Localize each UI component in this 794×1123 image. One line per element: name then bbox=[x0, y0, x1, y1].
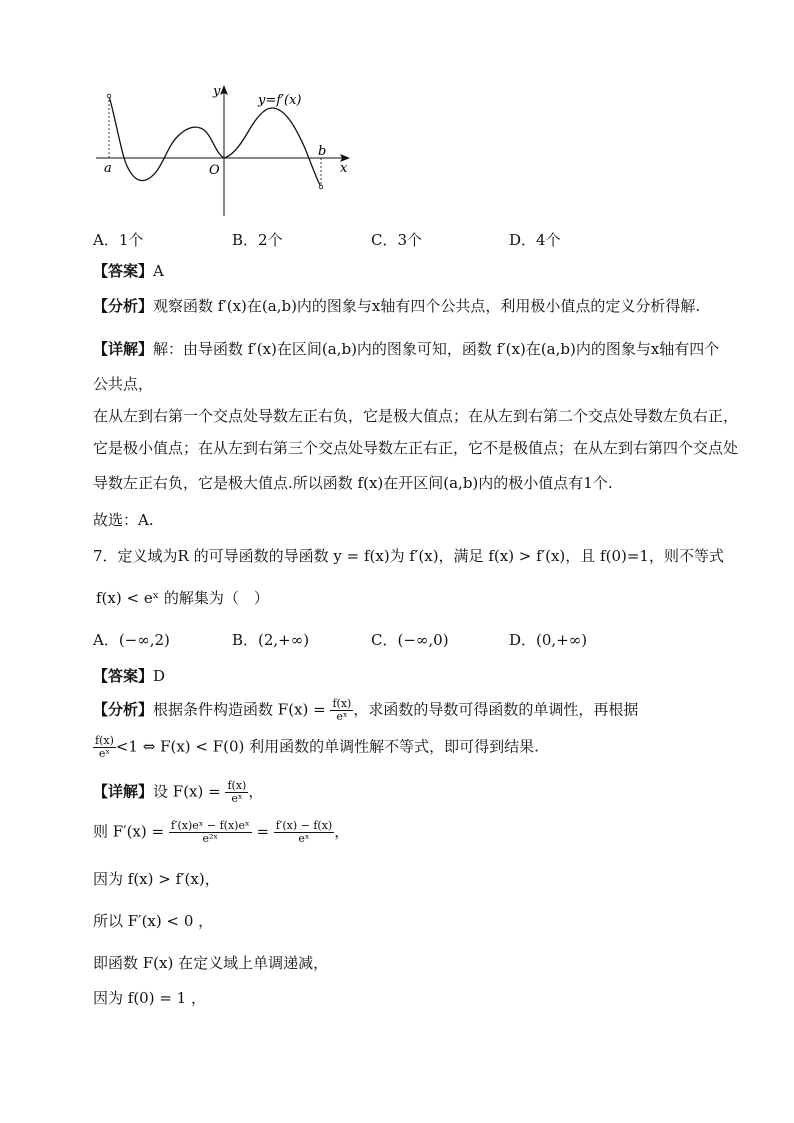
origin-label: O bbox=[209, 163, 220, 178]
q7-option-d: D．(0,+∞) bbox=[509, 631, 588, 649]
q6-option-a: A．1个 bbox=[93, 231, 144, 249]
q7-deriv-frac1-num: f′(x)eˣ − f(x)eˣ bbox=[170, 819, 250, 832]
q7-answer-tag: 【答案】 bbox=[93, 667, 154, 685]
q6-detail-tag: 【详解】 bbox=[93, 340, 154, 358]
q7-line2-frac-num: f(x) bbox=[95, 734, 114, 747]
q7-because2: 因为 f(0) = 1 ， bbox=[93, 989, 206, 1007]
q6-analysis-line bbox=[93, 295, 700, 316]
q7-detail-frac-den: eˣ bbox=[231, 792, 243, 805]
point-a-label: a bbox=[104, 161, 112, 176]
derivative-graph-figure bbox=[90, 80, 360, 220]
q7-option-c: C．(−∞,0) bbox=[371, 631, 449, 649]
q7-answer-line bbox=[93, 665, 165, 686]
q6-detail-line3: 在从左到右第一个交点处导数左正右负，它是极大值点；在从左到右第二个交点处导数左负右正， bbox=[93, 407, 739, 425]
q7-stem-line1: 7．定义域为R 的可导函数的导函数 y = f(x)为 f′(x)，满足 f(x) > f′(x)，且 f(0)=1，则不等式 bbox=[93, 547, 724, 565]
q7-deriv-frac2-num: f′(x) − f(x) bbox=[275, 819, 333, 832]
q7-analysis-tag: 【分析】 bbox=[93, 700, 154, 719]
q7-deriv-fraction2 bbox=[274, 820, 334, 845]
q7-analysis-line2 bbox=[93, 735, 539, 760]
q7-derivative-line bbox=[93, 820, 349, 845]
q7-option-b: B．(2,+∞) bbox=[232, 631, 310, 649]
q7-because1: 因为 f(x) > f′(x)， bbox=[93, 870, 220, 888]
point-b-label: b bbox=[318, 144, 327, 159]
q7-detail-line1 bbox=[93, 780, 263, 805]
q6-analysis-tag: 【分析】 bbox=[93, 297, 154, 315]
q7-answer: D bbox=[153, 667, 166, 685]
q6-detail-line5: 导数左正右负，它是极大值点.所以函数 f(x)在开区间(a,b)内的极小值点有1个. bbox=[93, 474, 613, 492]
q6-answer-line bbox=[93, 260, 164, 281]
q7-line2-post: <1 ⇔ F(x) < F(0) 利用函数的单调性解不等式，即可得到结果. bbox=[115, 737, 539, 756]
q7-deriv-fraction1 bbox=[169, 820, 252, 845]
q6-detail-line4: 它是极小值点；在从左到右第三个交点处导数左正右正，它不是极值点；在从左到右第四个交点处 bbox=[93, 439, 739, 457]
q6-detail-line1 bbox=[93, 338, 719, 359]
q6-choose: 故选：A. bbox=[93, 511, 154, 529]
q7-stem-line2: f(x) < eˣ 的解集为（ ） bbox=[96, 589, 269, 607]
q6-detail-line2: 公共点， bbox=[93, 375, 154, 393]
curve-label: y=f′(x) bbox=[258, 93, 302, 108]
q7-detail-frac-num: f(x) bbox=[227, 779, 247, 792]
q7-detail-pre: 设 F(x) = bbox=[153, 782, 221, 801]
q6-detail-text1: 解：由导函数 f′(x)在区间(a,b)内的图象可知，函数 f′(x)在(a,b)内的图象与x轴有四个 bbox=[153, 340, 720, 358]
q7-line2-frac-den: eˣ bbox=[98, 747, 111, 760]
y-axis-label: y bbox=[213, 84, 221, 99]
x-axis-label: x bbox=[340, 161, 348, 176]
q7-deriv-frac1-den: e²ˣ bbox=[202, 832, 219, 845]
q7-analysis-fraction bbox=[330, 698, 353, 723]
endpoint-b-dot bbox=[319, 185, 323, 189]
endpoint-a-dot bbox=[107, 94, 111, 98]
q6-answer: A bbox=[153, 262, 164, 280]
q6-option-d: D．4个 bbox=[509, 231, 561, 249]
q6-option-c: C．3个 bbox=[371, 231, 423, 249]
q6-analysis: 观察函数 f′(x)在(a,b)内的图象与x轴有四个公共点，利用极小值点的定义分析得解. bbox=[153, 297, 701, 315]
q7-detail-post: ， bbox=[248, 782, 264, 801]
q7-line2-fraction bbox=[93, 735, 116, 760]
q7-deriv-frac2-den: eˣ bbox=[298, 832, 310, 845]
q6-option-b: B．2个 bbox=[232, 231, 283, 249]
q7-analysis-post: ，求函数的导数可得函数的单调性，再根据 bbox=[353, 700, 639, 719]
q7-deriv-pre: 则 F′(x) = bbox=[93, 822, 165, 841]
q7-deriv-eq: = bbox=[256, 822, 270, 841]
q7-analysis-frac-den: eˣ bbox=[336, 710, 348, 723]
q7-analysis-frac-num: f(x) bbox=[332, 697, 352, 710]
q7-detail-tag: 【详解】 bbox=[93, 782, 154, 801]
q6-answer-tag: 【答案】 bbox=[93, 262, 154, 280]
q7-deriv-post: ， bbox=[334, 822, 350, 841]
q7-monotonic: 即函数 F(x) 在定义域上单调递减， bbox=[93, 954, 329, 972]
q7-option-a: A．(−∞,2) bbox=[93, 631, 170, 649]
q7-so1: 所以 F′(x) < 0 ， bbox=[93, 912, 214, 930]
q7-analysis-pre: 根据条件构造函数 F(x) = bbox=[153, 700, 326, 719]
q7-detail-fraction bbox=[225, 780, 248, 805]
q7-analysis-line1 bbox=[93, 698, 638, 723]
